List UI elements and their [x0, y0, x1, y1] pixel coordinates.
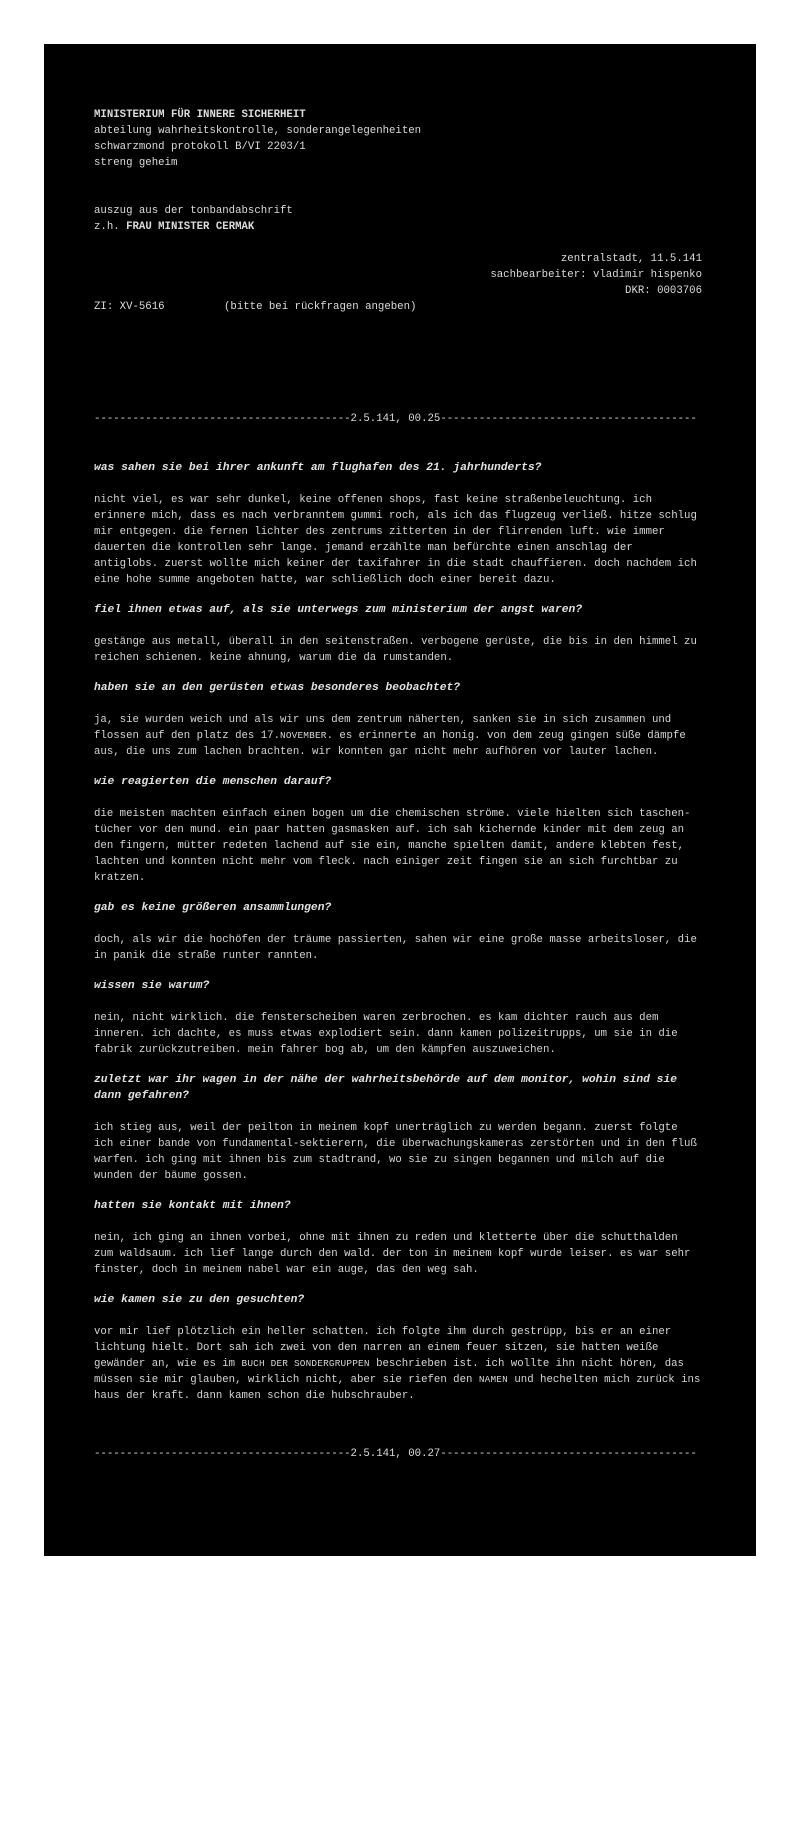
answer-text: ja, sie wurden weich und als wir uns dem zentrum näherten, sanken sie in sich zusammen und flossen auf den platz des 17. [94, 714, 672, 742]
answer-text: und hechelten mich zurück ins haus der kraft. dann kamen schon die hubschrauber. [94, 1374, 701, 1402]
question: wie reagierten die menschen darauf? [94, 776, 332, 788]
qa-item [94, 1292, 702, 1404]
answer-text: beschrieben ist. ich wollte ihn nicht hören, das müssen sie mir glauben, wirklich nicht, aber sie riefen den [94, 1358, 684, 1386]
answer: die meisten machten einfach einen bogen um die chemischen ströme. viele hielten sich taschen-tücher vor den mund. ein paar hatten gasmasken auf. ich sah kichernde kinder mit dem zeug an den fingern, mütter redeten lachend auf sie ein, manche spielten damit, andere klebten fest, lachten und konnten nicht mehr vom fleck. nach einiger zeit fingen sie an sich furchtbar zu kratzen. [94, 808, 691, 884]
answer: doch, als wir die hochöfen der träume passierten, sahen wir eine große masse arbeitsloser, die in panik die straße runter rannten. [94, 934, 697, 962]
recipient-name: FRAU MINISTER CERMAK [126, 221, 255, 233]
protocol-number: schwarzmond protokoll B/VI 2203/1 [94, 141, 306, 153]
answer: nicht viel, es war sehr dunkel, keine offenen shops, fast keine straßenbeleuchtung. ich erinnere mich, dass es nach verbranntem gummi roch, als ich das flugzeug verließ. hitze schlug mir entgegen. die fernen lichter des zentrums zitterten in der flirrenden luft. wie immer dauerten die kontrollen sehr lange. jemand erzählte man befürchte einen anschlag der antiglobs. zuerst wollte mich keiner der taxifahrer in die stadt chauffieren. doch nachdem ich eine hohe summe angeboten hatte, war schließlich doch einer bereit dazu. [94, 494, 697, 586]
document-page [44, 44, 756, 1556]
answer-emphasis: BUCH DER SONDERGRUPPEN [241, 1358, 370, 1369]
answer [94, 712, 702, 760]
excerpt-heading [94, 203, 702, 235]
recipient-prefix: z.h. [94, 221, 127, 233]
timestamp-divider-top: ----------------------------------------2.5.141, 00.25---------------------------------------- [94, 413, 697, 425]
answer: nein, nicht wirklich. die fensterscheiben waren zerbrochen. es kam dichter rauch aus dem inneren. ich dachte, es muss etwas explodiert sein. dann kamen polizeitrupps, um sie in die fabrik zurückzutreiben. mein fahrer bog ab, um den kämpfen auszuweichen. [94, 1012, 678, 1056]
reference-line [94, 299, 702, 315]
transcript [94, 460, 702, 1404]
answer: gestänge aus metall, überall in den seitenstraßen. verbogene gerüste, die bis in den himmel zu reichen schienen. keine ahnung, warum die da rumstanden. [94, 636, 697, 664]
question: fiel ihnen etwas auf, als sie unterwegs zum ministerium der angst waren? [94, 604, 583, 616]
question: zuletzt war ihr wagen in der nähe der wahrheitsbehörde auf dem monitor, wohin sind sie dann gefahren? [94, 1074, 678, 1102]
meta-block [94, 251, 702, 299]
recipient-line [94, 219, 702, 235]
letterhead [94, 107, 702, 171]
answer-text: . es erinnerte an honig. von dem zeug gingen süße dämpfe aus, die uns zum lachen brachten. wir konnten gar nicht mehr aufhören vor lauter lachen. [94, 730, 686, 758]
qa-item [94, 774, 702, 886]
answer-text: vor mir lief plötzlich ein heller schatten. ich folgte ihm durch gestrüpp, bis er an einer lichtung hielt. Dort sah ich zwei von den narren an einem feuer sitzen, sie hatten weiße gewänder an, wie es im [94, 1326, 672, 1370]
question: was sahen sie bei ihrer ankunft am flughafen des 21. jahrhunderts? [94, 462, 542, 474]
reference-code: ZI: XV-5616 [94, 301, 165, 313]
answer: ich stieg aus, weil der peilton in meinem kopf unerträglich zu werden begann. zuerst folgte ich einer bande von fundamental-sektierern, die überwachungskameras zerstörten und in den fluß warfen. ich ging mit ihnen bis zum stadtrand, wo sie zu singen begannen und milch auf die wunden der bäume gossen. [94, 1122, 697, 1182]
qa-item [94, 460, 702, 588]
question: haben sie an den gerüsten etwas besonderes beobachtet? [94, 682, 461, 694]
question: hatten sie kontakt mit ihnen? [94, 1200, 291, 1212]
qa-item [94, 602, 702, 666]
department-name: abteilung wahrheitskontrolle, sonderangelegenheiten [94, 125, 422, 137]
answer-emphasis: NAMEN [478, 1374, 508, 1385]
answer-emphasis: NOVEMBER [280, 730, 327, 741]
excerpt-title: auszug aus der tonbandabschrift [94, 205, 293, 217]
classification-label: streng geheim [94, 157, 178, 169]
qa-item [94, 1072, 702, 1184]
reference-note: (bitte bei rückfragen angeben) [224, 301, 417, 313]
question: gab es keine größeren ansammlungen? [94, 902, 332, 914]
question: wissen sie warum? [94, 980, 210, 992]
question: wie kamen sie zu den gesuchten? [94, 1294, 305, 1306]
clerk-name: sachbearbeiter: vladimir hispenko [490, 269, 702, 281]
timestamp-divider-bottom: ----------------------------------------2.5.141, 00.27---------------------------------------- [94, 1448, 697, 1460]
answer: nein, ich ging an ihnen vorbei, ohne mit ihnen zu reden und kletterte über die schutthalden zum waldsaum. ich lief lange durch den wald. der ton in meinem kopf wurde leiser. es war sehr finster, doch in meinem nabel war ein auge, das den weg sah. [94, 1232, 691, 1276]
answer [94, 1324, 702, 1404]
place-date: zentralstadt, 11.5.141 [560, 253, 702, 265]
qa-item [94, 900, 702, 964]
qa-item [94, 1198, 702, 1278]
qa-item [94, 680, 702, 760]
dkr-number: DKR: 0003706 [625, 285, 702, 297]
qa-item [94, 978, 702, 1058]
ministry-name: MINISTERIUM FÜR INNERE SICHERHEIT [94, 109, 306, 121]
